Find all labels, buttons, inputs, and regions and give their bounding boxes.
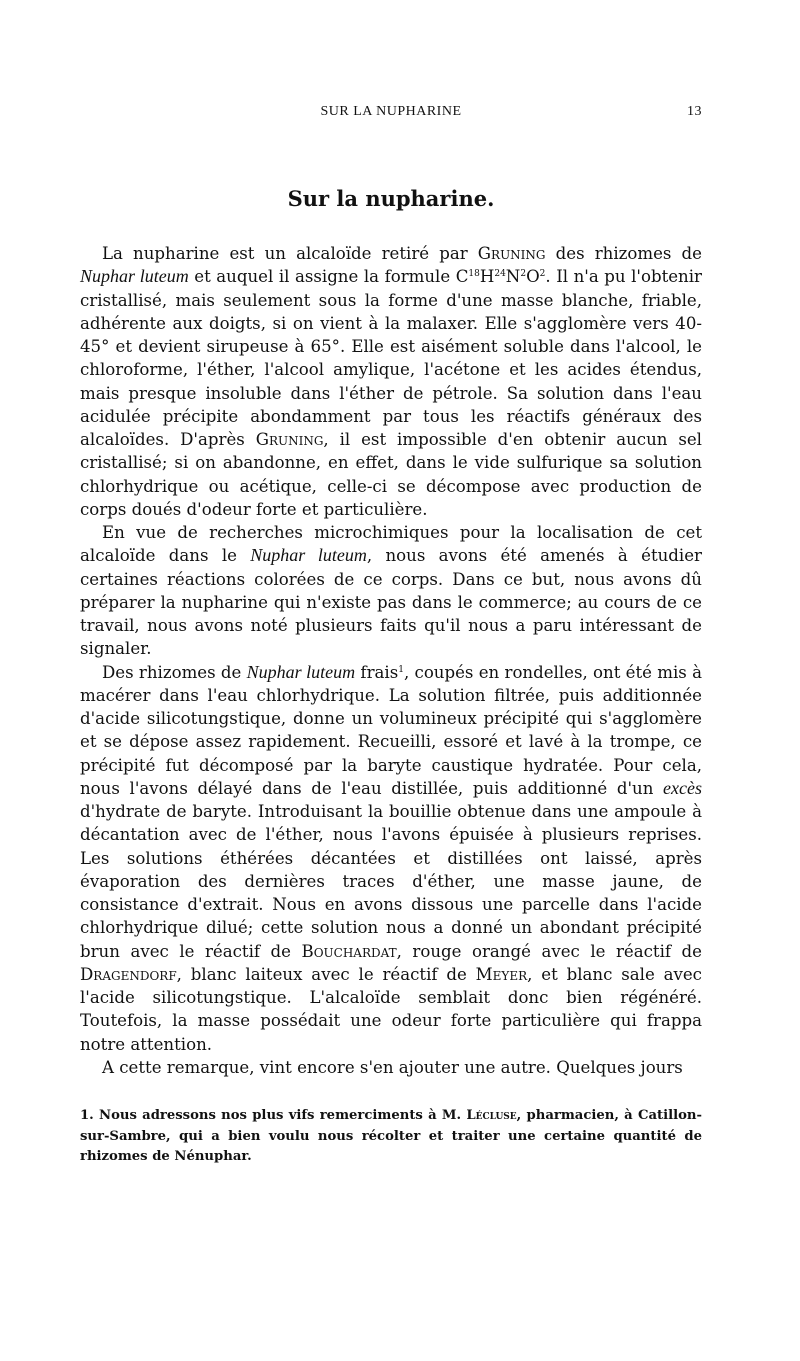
footnote-number: 1. [80, 1108, 94, 1123]
footnote-1 [80, 1106, 702, 1168]
text-run: , nous avons été amenés à étudier certaines réactions colorées de ce corps. Dans ce but, nous avons dû préparer la nupharine qui n'existe pas dans le commerce; au cours de ce travail, nous avons noté plusieurs faits qu'il nous a paru intéressant de signaler. [80, 546, 702, 659]
text-run: des rhizomes de [545, 244, 702, 263]
reagent-name-meyer: Meyer [475, 964, 528, 984]
text-run: , blanc laiteux avec le réactif de [176, 964, 476, 984]
formula-element: O [526, 267, 540, 287]
formula-element: H [479, 267, 495, 287]
text-run: . Il n'a pu l'obtenir cristallisé, mais seulement sous la forme d'une masse blanche, friable, adhérente aux doigts, si on vient à la malaxer. Elle s'agglomère vers 40-45° et devient sirupeuse à 65°. Elle est aisément soluble dans l'alcool, le chloroforme, l'éther, l'alcool amylique, l'acétone et les acides étendus, mais presque insoluble dans l'éther de pétrole. Sa solution dans l'eau acidulée précipite abondamment par tous les réactifs généraux des alcaloïdes. D'après [80, 267, 702, 449]
page-number: 13 [687, 104, 702, 119]
formula-subscript: 24 [494, 269, 506, 280]
text-run: , pharmacien, à Catillon-sur-Sambre, qui a bien voulu nous récolter et traiter une certaine quantité de rhizomes de Nénuphar. [80, 1108, 702, 1164]
author-name-gruning: Gruning [477, 244, 546, 263]
text-run: A cette remarque, vint encore s'en ajouter une autre. Quelques jours [102, 1057, 683, 1077]
species-name: Nuphar luteum [250, 545, 367, 566]
text-run: , et blanc sale avec l'acide silicotungstique. L'alcaloïde semblait donc bien régénéré. Toutefois, la masse possédait une odeur forte particulière qui frappa notre attention. [80, 964, 702, 1054]
text-run: , il est impossible d'en obtenir aucun sel cristallisé; si on abandonne, en effet, dans le vide sulfurique sa solution chlorhydrique ou acétique, celle-ci se décompose avec production de corps doués d'odeur forte et particulière. [80, 430, 702, 519]
species-name: Nuphar luteum [80, 266, 189, 287]
reagent-name-dragendorf: Dragendorf [80, 964, 177, 984]
footnote-reference: 1 [398, 664, 404, 675]
text-run: , coupés en rondelles, ont été mis à macérer dans l'eau chlorhydrique. La solution filtrée, puis additionnée d'acide silicotungstique, donne un volumineux précipité qui s'agglomère et se dépose assez rapidement. Recueilli, essoré et lavé à la trompe, ce précipité fut décomposé par la baryte caustique hydratée. Pour cela, nous l'avons délayé dans de l'eau distillée, puis additionné d'un [80, 662, 702, 798]
person-name-lecluse: Lécluse [466, 1108, 517, 1123]
text-run: et auquel il assigne la formule C [188, 267, 469, 287]
paragraph-3 [80, 661, 702, 1056]
formula-subscript: 2 [520, 269, 527, 280]
author-name-gruning: Gruning [255, 430, 324, 449]
text-run: La nupharine est un alcaloïde retiré par [102, 244, 478, 263]
paragraph-1 [80, 242, 702, 521]
formula-subscript: 2 [539, 269, 546, 280]
text-run: , rouge orangé avec le réactif de [396, 941, 702, 961]
article-body [80, 242, 702, 1079]
footnote [80, 1106, 702, 1168]
emphasis: excès [663, 777, 702, 798]
reagent-name-bouchardat: Bouchardat [301, 941, 397, 961]
paragraph-4 [80, 1056, 702, 1079]
running-title: SUR LA NUPHARINE [320, 104, 462, 119]
text-run: frais [355, 662, 399, 682]
article-title: Sur la nupharine. [287, 186, 495, 211]
formula-subscript: 18 [468, 269, 480, 280]
running-head [80, 104, 702, 126]
text-run: d'hydrate de baryte. Introduisant la bouillie obtenue dans une ampoule à décantation avec de l'éther, nous l'avons épuisée à plusieurs reprises. Les solutions éthérées décantées et distillées ont laissé, après évaporation des dernières traces d'éther, une masse jaune, de consistance d'extrait. Nous en avons dissous une parcelle dans l'acide chlorhydrique dilué; cette solution nous a donné un abondant précipité brun avec le réactif de [80, 802, 702, 961]
formula-element: N [505, 267, 521, 287]
species-name: Nuphar luteum [246, 661, 356, 682]
text-run: Nous adressons nos plus vifs remerciments à M. [93, 1108, 467, 1123]
text-run: En vue de recherches microchimiques pour la localisation de cet alcaloïde dans le [80, 523, 702, 566]
paragraph-2 [80, 521, 702, 661]
text-run: Des rhizomes de [102, 662, 247, 682]
